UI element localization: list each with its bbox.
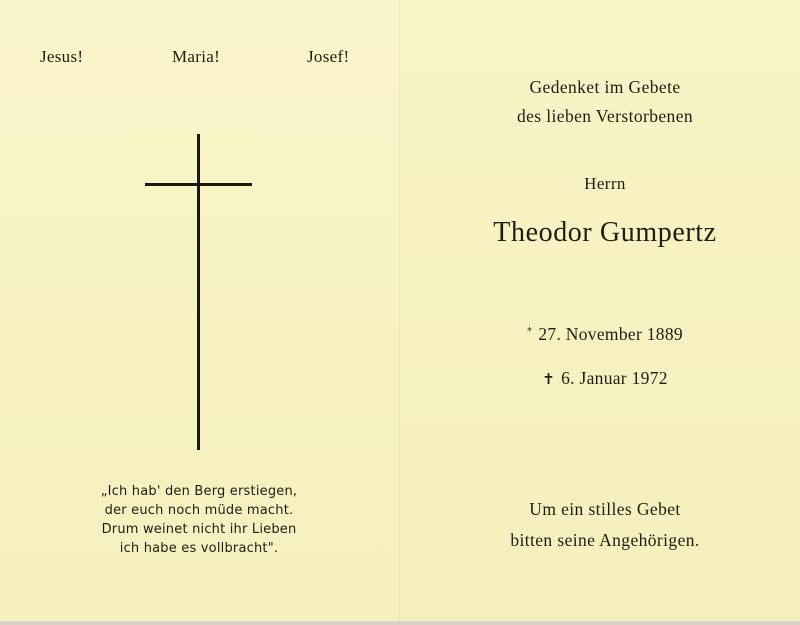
- poem: [70, 482, 328, 558]
- death-cross-icon: ✝: [542, 370, 556, 388]
- birth-star-icon: *: [527, 326, 533, 337]
- scan-bottom-edge: [0, 621, 800, 625]
- honorific-title: Herrn: [584, 174, 626, 193]
- invocation-maria: Maria!: [172, 47, 221, 66]
- cross-vertical-bar: [197, 134, 200, 450]
- invocation-josef: Josef!: [307, 47, 350, 66]
- memorial-line-2: des lieben Verstorbenen: [516, 106, 694, 126]
- death-date: 6. Januar 1972: [561, 368, 668, 388]
- closing-line-1: Um ein stilles Gebet: [529, 499, 681, 519]
- birth-line: [400, 324, 800, 345]
- death-line: [400, 368, 800, 389]
- birth-date: 27. November 1889: [538, 324, 683, 344]
- poem-line: Drum weinet nicht ihr Lieben: [101, 522, 297, 537]
- poem-line: der euch noch müde macht.: [104, 503, 294, 518]
- cross-horizontal-bar: [145, 183, 252, 186]
- deceased-name: Theodor Gumpertz: [493, 217, 717, 248]
- poem-line: „Ich hab' den Berg erstiegen,: [100, 484, 298, 499]
- invocation-jesus: Jesus!: [40, 47, 84, 66]
- closing-line-2: bitten seine Angehörigen.: [510, 530, 700, 550]
- memorial-line-1: Gedenket im Gebete: [529, 77, 681, 97]
- poem-line: ich habe es vollbracht".: [119, 541, 279, 556]
